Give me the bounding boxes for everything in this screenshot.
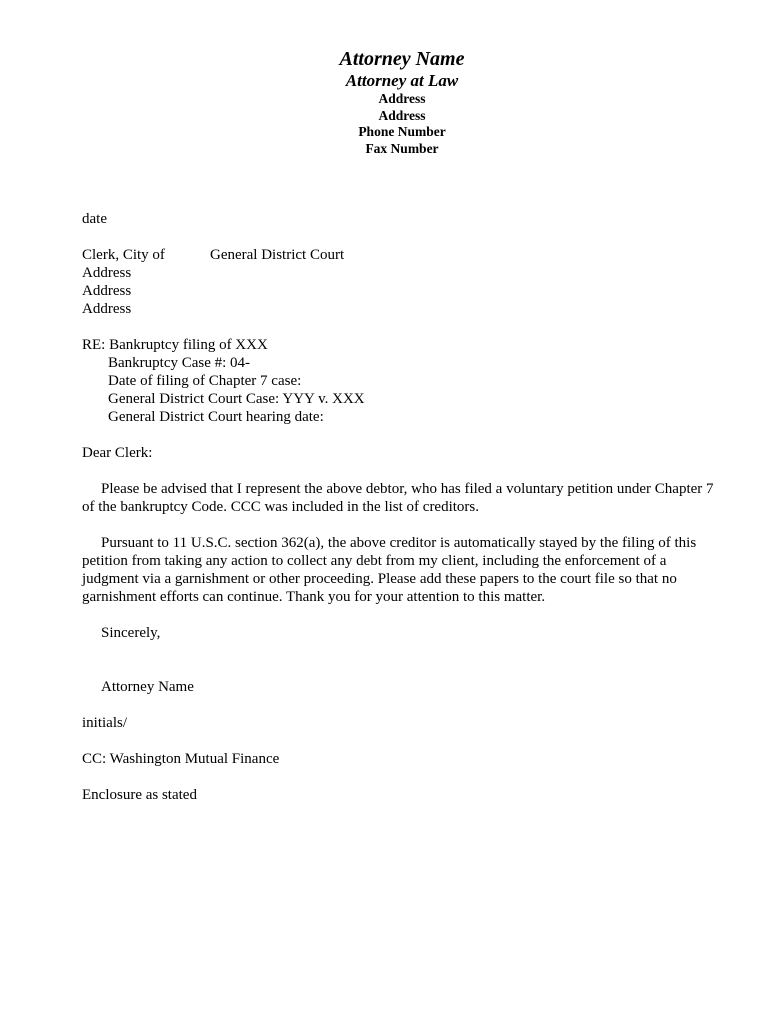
letter-date: date bbox=[82, 211, 107, 227]
letterhead-address-1: Address bbox=[378, 91, 426, 106]
letterhead-phone: Phone Number bbox=[358, 124, 446, 139]
closing: Sincerely, bbox=[101, 625, 161, 641]
letterhead-address-2: Address bbox=[378, 107, 426, 123]
re-hearing-date: General District Court hearing date: bbox=[108, 409, 324, 425]
body-paragraph-1: Please be advised that I represent the above debtor, who has filed a voluntary petition under Chapter 7 of the bankruptcy Code. CCC was included in the list of creditors. bbox=[82, 481, 714, 515]
letterhead-fax: Fax Number bbox=[365, 140, 439, 156]
attorney-title-heading: Attorney at Law bbox=[345, 71, 459, 90]
recipient-address-2: Address bbox=[82, 283, 132, 299]
signature-name: Attorney Name bbox=[101, 679, 194, 695]
letterhead bbox=[0, 47, 770, 157]
salutation: Dear Clerk: bbox=[82, 445, 153, 461]
re-case-number: Bankruptcy Case #: 04- bbox=[108, 355, 251, 371]
letter-body bbox=[82, 210, 722, 804]
re-court-case: General District Court Case: YYY v. XXX bbox=[108, 391, 365, 407]
recipient-clerk: Clerk, City of bbox=[82, 247, 165, 263]
recipient-court: General District Court bbox=[210, 247, 345, 263]
recipient-address-1: Address bbox=[82, 265, 132, 281]
re-block bbox=[82, 336, 722, 426]
initials: initials/ bbox=[82, 715, 127, 731]
attorney-name-heading: Attorney Name bbox=[339, 48, 465, 70]
body-paragraph-2: Pursuant to 11 U.S.C. section 362(a), the above creditor is automatically stayed by the filing of this petition from taking any action to collect any debt from my client, including the enforcement of a judgment via a garnishment or other proceeding. Please add these papers to the court file so that no garnishment efforts can continue. Thank you for your attention to this matter. bbox=[82, 535, 697, 605]
recipient-address-3: Address bbox=[82, 301, 132, 317]
re-filing-date: Date of filing of Chapter 7 case: bbox=[108, 373, 302, 389]
recipient-block bbox=[82, 246, 722, 264]
cc-line: CC: Washington Mutual Finance bbox=[82, 751, 280, 767]
enclosure-line: Enclosure as stated bbox=[82, 787, 197, 803]
re-line: RE: Bankruptcy filing of XXX bbox=[82, 337, 268, 353]
